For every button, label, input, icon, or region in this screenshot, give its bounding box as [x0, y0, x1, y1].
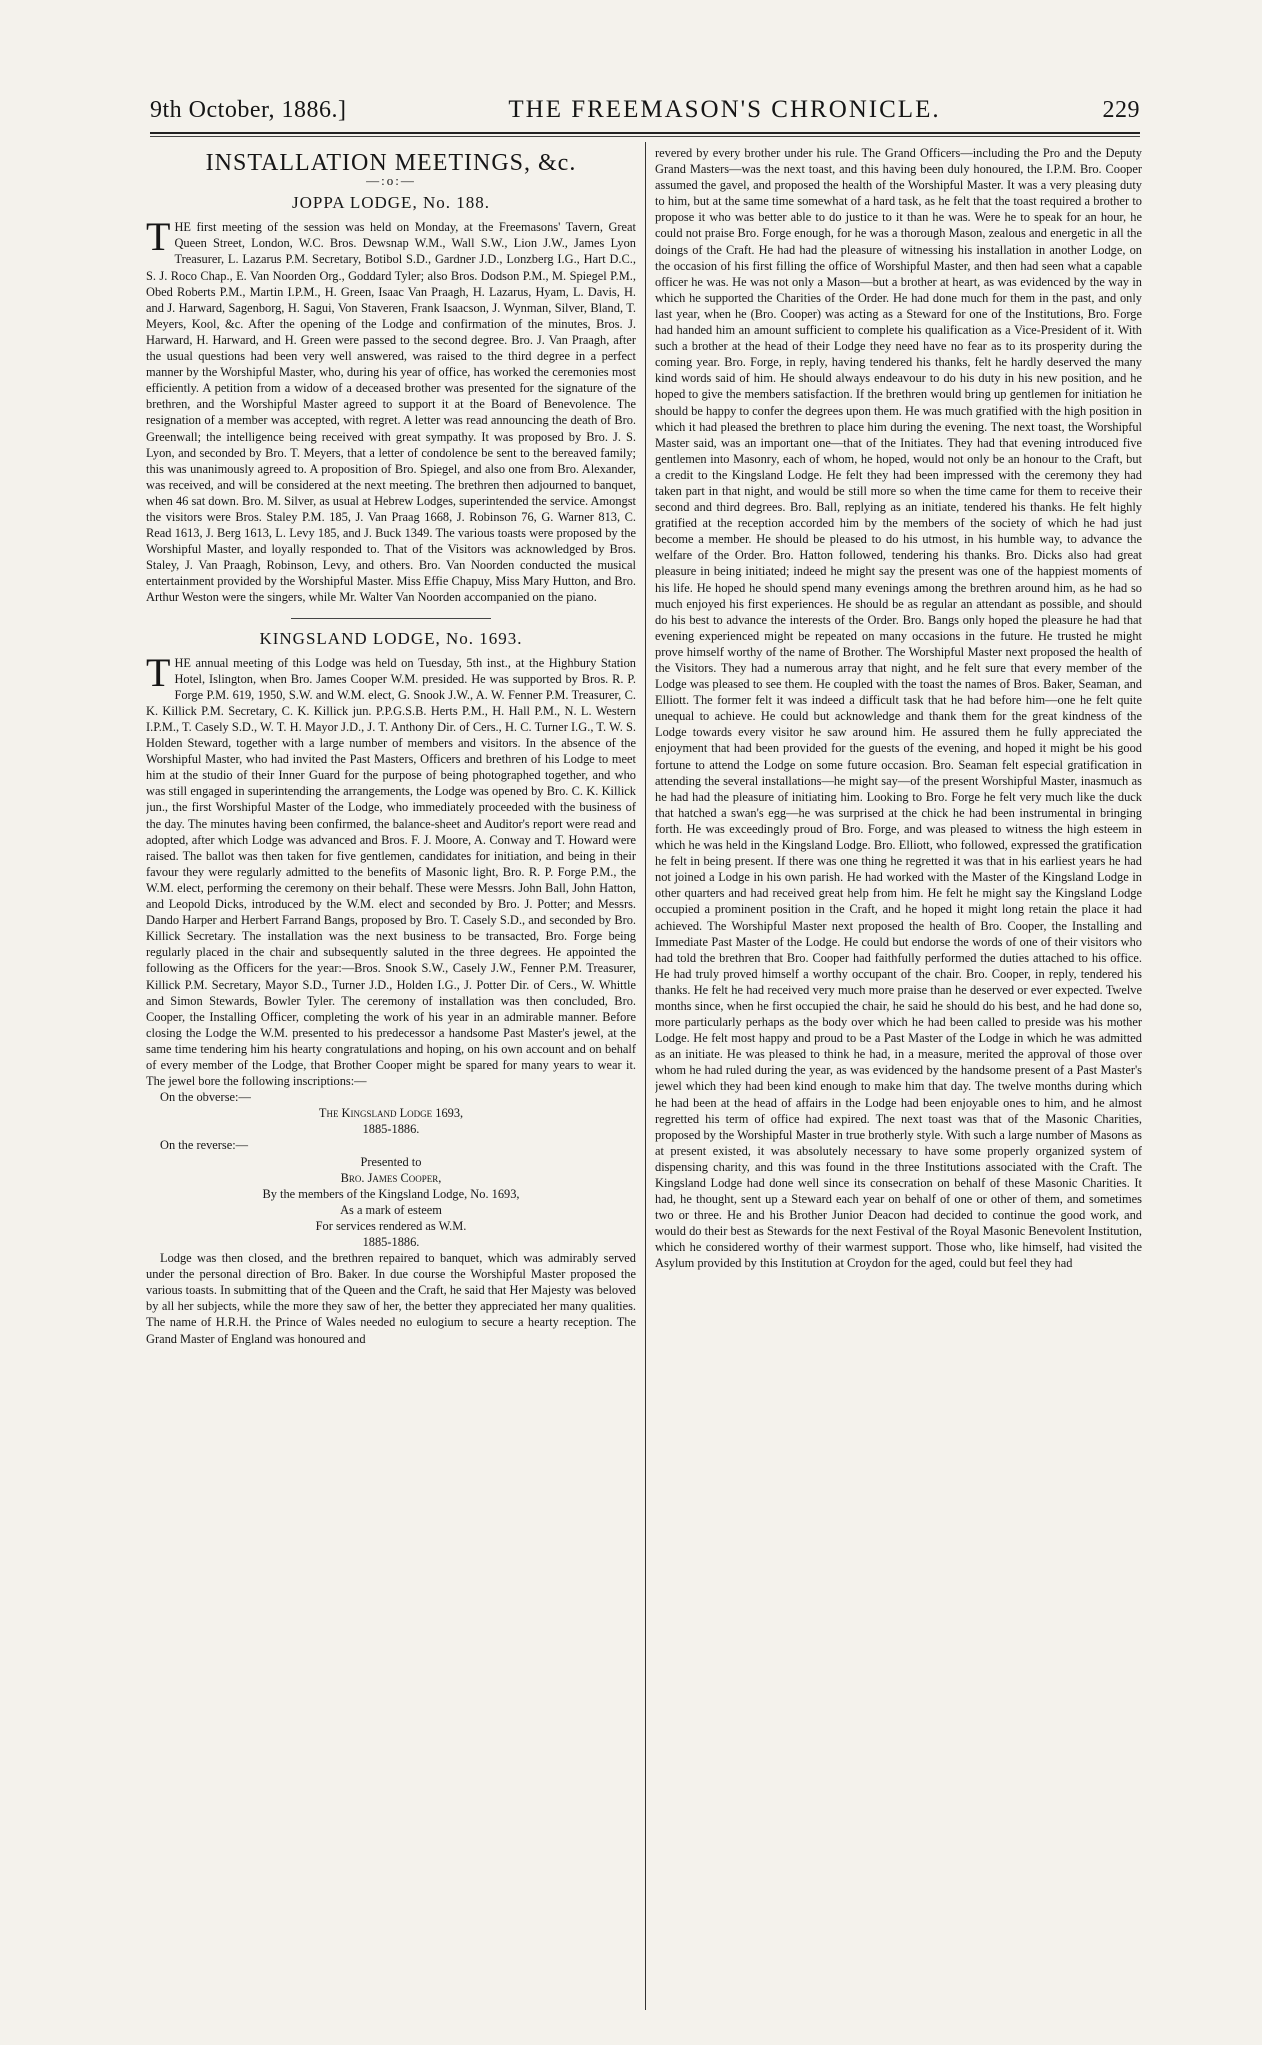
- obverse-inscription-line: The Kingsland Lodge 1693,: [318, 1106, 464, 1121]
- kingsland-lodge-heading: KINGSLAND LODGE, No. 1693.: [259, 628, 523, 648]
- joppa-report-paragraph: [146, 214, 636, 605]
- reverse-inscription-year: 1885-1886.: [362, 1235, 420, 1249]
- header-rule: [150, 132, 1140, 134]
- joppa-lodge-heading: JOPPA LODGE, No. 188.: [292, 193, 490, 213]
- banquet-toasts-paragraph: revered by every brother under his rule. The Grand Officers—including the Pro and the Deputy Grand Masters—was the next toast, and this having been duly honoured, the I.P.M. Bro. Cooper assumed the gavel, and proposed the health of the Worshipful Master. It was a very pleasing duty to him, but at the same time somewhat of a hard task, as he felt that the toast required a brother to propose it who was better able to do justice to it than he was. Were he to speak for an hour, he could not praise Bro. Forge enough, for he was a thorough Mason, zealous and energetic in all the doings of the Craft. He had had the pleasure of witnessing his installation in another Lodge, on the occasion of his first filling the office of Worshipful Master, and then had seen what a capable officer he was. He was not only a Mason—but a brother at heart, as was evidenced by the way in which he supported the Charities of the Order. He had done much for them in the past, and only last year, when he (Bro. Cooper) was acting as a Steward for one of the Institutions, Bro. Forge had handed him an amount sufficient to complete his qualification as a Vice-President of it. With such a brother at the head of their Lodge they need have no fear as to its prosperity during the coming year. Bro. Forge, in reply, having tendered his thanks, felt he hardly deserved the many kind words said of him. He should always endeavour to do his duty in his new position, and he hoped to give the members satisfaction. If the brethren would bring up gentlemen for initiation he should be happy to confer the degrees upon them. He was much gratified with the high position in which it had pleased the brethren to place him during the evening. The next toast, the Worshipful Master said, was an important one—that of the Initiates. They had that evening introduced five gentlemen into Masonry, each of whom, he hoped, would not only be an honour to the Craft, but a credit to the Kingsland Lodge. He felt they had been impressed with the ceremony they had taken part in that night, and would be still more so when the time came for them to receive their second and third degrees. Bro. Ball, replying as an initiate, tendered his thanks. He felt highly gratified at the reception accorded him by the members of the society of which he had just become a member. He should be pleased to do his utmost, in his humble way, to advance the welfare of the Order. Bro. Hatton followed, tendering his thanks. Bro. Dicks also had great pleasure in being initiated; indeed he might say the present was one of the happiest moments of his life. He hoped he should spend many evenings among the brethren around him, as he had so much enjoyed his first experiences. He should be as regular an attendant as possible, and should do his best to advance the interests of the Order. Bro. Bangs only hoped the pleasure he had that evening experienced might be repeated on many occasions in the future. He trusted he might prove himself worthy of the name of Brother. The Worshipful Master next proposed the health of the Visitors. They had a numerous array that night, and he felt sure that every member of the Lodge was pleased to see them. He coupled with the toast the names of Bros. Baker, Seaman, and Elliott. The former felt it was indeed a difficult task that he had before him—one he felt quite unequal to achieve. He could but acknowledge and thank them for the great kindness of the Lodge towards every visitor he saw around him. He assured them he fully appreciated the enjoyment that had been provided for the guests of the evening, and hoped it might be his good fortune to attend the Lodge on some future occasion. Bro. Seaman felt especial gratification in attending the several installations—he might say—of the present Worshipful Master, inasmuch as he had had the pleasure of initiating him. Looking to Bro. Forge he felt very much like the duck that hatched a swan's egg—he was surprised at the chick he had been instrumental in bringing forth. He was exceedingly proud of Bro. Forge, and was pleased to witness the high esteem in which he was held in the Kingsland Lodge. Bro. Elliott, who followed, expressed the gratification he felt in being present. If there was one thing he regretted it was that in his earliest years he had not joined a Lodge in his own parish. He had worked with the Master of the Kingsland Lodge in other quarters and had received great help from him. He felt he might say the Kingsland Lodge occupied a prominent position in the Craft, and he hoped it might long retain the place it had achieved. The Worshipful Master next proposed the health of Bro. Cooper, the Installing and Immediate Past Master of the Lodge. He could but endorse the words of one of their visitors who had told the brethren that Bro. Cooper had faithfully performed the duties attached to his office. He had truly proved himself a worthy occupant of the chair. Bro. Cooper, in reply, tendered his thanks. He felt he had received very much more praise than he deserved or ever expected. Twelve months since, when he first occupied the chair, he said he should do his best, and he had done so, more particularly perhaps as the body over which he had been called to preside was his mother Lodge. He felt most happy and proud to be a Past Master of the Lodge in which he was admitted as an initiate. He was pleased to think he had, in a measure, merited the approval of those over whom he had ruled during the year, as was evidenced by the handsome present of a Past Master's jewel which they had been kind enough to make him that day. The twelve months during which he had been at the head of affairs in the Lodge had been enjoyable ones to him, and he almost regretted his term of office had expired. The next toast was that of the Masonic Charities, proposed by the Worshipful Master in true brotherly style. With such a large number of Masons as at present existed, it was absolutely necessary to have some properly organized system of dispensing charity, and this was found in the three Institutions associated with the Craft. The Kingsland Lodge had done well since its consecration on behalf of these Masonic Charities. It had, he thought, sent up a Steward each year on behalf of one or other of them, and sometimes two or three. He and his Brother Junior Deacon had decided to continue the good work, and would do their best as Stewards for the next Festival of the Royal Masonic Benevolent Institution, which he considered worthy of their warmest support. Those who, like himself, had visited the Asylum provided by this Institution at Croydon for the aged, could but feel they had: [655, 146, 1142, 1271]
- masthead: [150, 96, 1140, 130]
- section-heading: INSTALLATION MEETINGS, &c.: [205, 150, 577, 176]
- obverse-inscription-year: 1885-1886.: [362, 1122, 420, 1137]
- article-divider: [291, 618, 491, 619]
- page-number: 229: [1102, 97, 1140, 123]
- reverse-inscription-line: For services rendered as W.M.: [315, 1218, 467, 1233]
- reverse-inscription-line: As a mark of esteem: [340, 1202, 442, 1217]
- reverse-label: On the reverse:—: [160, 1138, 249, 1153]
- reverse-inscription-line: Presented to: [360, 1154, 422, 1169]
- joppa-report-text: HE first meeting of the session was held on Monday, at the Freemasons' Tavern, Great Queen Street, London, W.C. Bros. Dewsnap W.M., Wall S.W., Lion J.W., James Lyon Treasurer, L. Lazarus P.M. Secretary, Botibol S.D., Gardner J.D., Lonzberg I.G., Hart D.C., S. J. Roco Chap., E. Van Noorden Org., Goddard Tyler; also Bros. Dodson P.M., M. Spiegel P.M., Obed Roberts P.M., Martin I.P.M., H. Green, Isaac Van Praagh, H. Lazarus, Hyam, L. Davis, H. and J. Harward, Sagenborg, H. Sagui, Von Staveren, Frank Isaacson, J. Wynman, Silver, Bland, T. Meyers, Kool, &c. After the opening of the Lodge and confirmation of the minutes, Bros. J. Harward, H. Harward, and H. Green were passed to the second degree. Bro. J. Van Praagh, after the usual questions had been very well answered, was raised to the third degree in a perfect manner by the Worshipful Master, who, during his year of office, has worked the ceremonies most efficiently. A petition from a widow of a deceased brother was presented for the signature of the brethren, and the Worshipful Master agreed to support it at the Board of Benevolence. The resignation of a member was accepted, with regret. A letter was read announcing the death of Bro. Greenwall; the intelligence being received with great sympathy. It was proposed by Bro. J. S. Lyon, and seconded by Bro. T. Meyers, that a letter of condolence be sent to the bereaved family; this was unanimously agreed to. A proposition of Bro. Spiegel, and also one from Bro. Alexander, was received, and will be considered at the next meeting. The brethren then adjourned to banquet, when 46 sat down. Bro. M. Silver, as usual at Hebrew Lodges, superintended the service. Amongst the visitors were Bros. Staley P.M. 185, J. Van Praag 1668, J. Robinson 76, G. Warner 813, C. Read 1613, J. Berg 1613, L. Levy 185, and J. Buck 1349. The various toasts were proposed by the Worshipful Master, and loyally responded to. That of the Visitors was acknowledged by Bros. Staley, J. Van Praagh, Robinson, Levy, and others. Bro. Van Noorden conducted the musical entertainment provided by the Worshipful Master. Miss Effie Chapuy, Miss Mary Hutton, and Bro. Arthur Weston were the singers, while Mr. Walter Van Noorden accompanied on the piano.: [146, 220, 636, 605]
- reverse-inscription-line: By the members of the Kingsland Lodge, No. 1693,: [262, 1186, 520, 1201]
- reverse-inscription-line: Bro. James Cooper,: [340, 1170, 442, 1185]
- banquet-paragraph: Lodge was then closed, and the brethren repaired to banquet, which was admirably served under the personal direction of Bro. Baker. In due course the Worshipful Master proposed the various toasts. In submitting that of the Queen and the Craft, he said that Her Majesty was beloved by all her subjects, while the more they saw of her, the better they appreciated her many qualities. The name of H.R.H. the Prince of Wales needed no eulogium to secure a hearty reception. The Grand Master of England was honoured and: [146, 1251, 636, 1346]
- obverse-label: On the obverse:—: [160, 1090, 251, 1105]
- header-rule-thin: [150, 136, 1140, 137]
- kingsland-report-paragraph: [146, 649, 636, 1090]
- kingsland-report-text: HE annual meeting of this Lodge was held on Tuesday, 5th inst., at the Highbury Station Hotel, Islington, when Bro. James Cooper W.M. presided. He was supported by Bros. R. P. Forge P.M. 619, 1950, S.W. and W.M. elect, G. Snook J.W., A. W. Fenner P.M. Treasurer, C. K. Killick P.M. Secretary, C. K. Killick jun. P.P.G.S.B. Herts P.M., H. Hall P.M., N. L. Western I.P.M., T. Casely S.D., W. T. H. Mayor J.D., J. T. Anthony Dir. of Cers., H. C. Turner I.G., T. W. S. Holden Steward, together with a large number of members and visitors. In the absence of the Worshipful Master, who had invited the Past Masters, Officers and brethren of his Lodge to meet him at the studio of their Inner Guard for the purpose of being photographed together, and who was still engaged in superintending the arrangements, the Lodge was opened by Bro. C. K. Killick jun., the first Worshipful Master of the Lodge, who immediately proceeded with the business of the day. The minutes having been confirmed, the balance-sheet and Auditor's report were read and adopted, after which Lodge was advanced and Bros. F. J. Moore, A. Conway and T. Howard were raised. The ballot was then taken for five gentlemen, candidates for initiation, and being in their favour they were regularly admitted to the benefits of Masonic light, Bro. R. P. Forge P.M., the W.M. elect, performing the ceremony on their behalf. These were Messrs. John Ball, John Hatton, and Leopold Dicks, introduced by the W.M. elect and seconded by Bro. J. Potter; and Messrs. Dando Harper and Herbert Farrand Bangs, proposed by Bro. T. Casely S.D., and seconded by Bro. Killick Secretary. The installation was the next business to be transacted, Bro. Forge being regularly placed in the chair and subsequently saluted in the three degrees. He appointed the following as the Officers for the year:—Bros. Snook S.W., Casely J.W., Fenner P.M. Treasurer, Killick P.M. Secretary, Mayor S.D., Turner J.D., Holden I.G., J. Potter Dir. of Cers., W. Whittle and Simon Stewards, Bowler Tyler. The ceremony of installation was then concluded, Bro. Cooper, the Installing Officer, completing the work of his year in an admirable manner. Before closing the Lodge the W.M. presented to his predecessor a handsome Past Master's jewel, at the same time tendering him his hearty congratulations and hoping, on his own account and on behalf of every member of the Lodge, that Brother Cooper might be spared for many years to wear it. The jewel bore the following inscriptions:—: [146, 655, 636, 1089]
- section-ornament: —:o:—: [366, 173, 416, 189]
- dropcap: T: [146, 649, 171, 695]
- column-rule: [645, 142, 646, 2010]
- right-column: [655, 145, 1142, 2015]
- issue-date: 9th October, 1886.]: [150, 97, 347, 123]
- left-column: [146, 145, 636, 2015]
- publication-title: THE FREEMASON'S CHRONICLE.: [508, 96, 941, 123]
- dropcap: T: [146, 214, 171, 260]
